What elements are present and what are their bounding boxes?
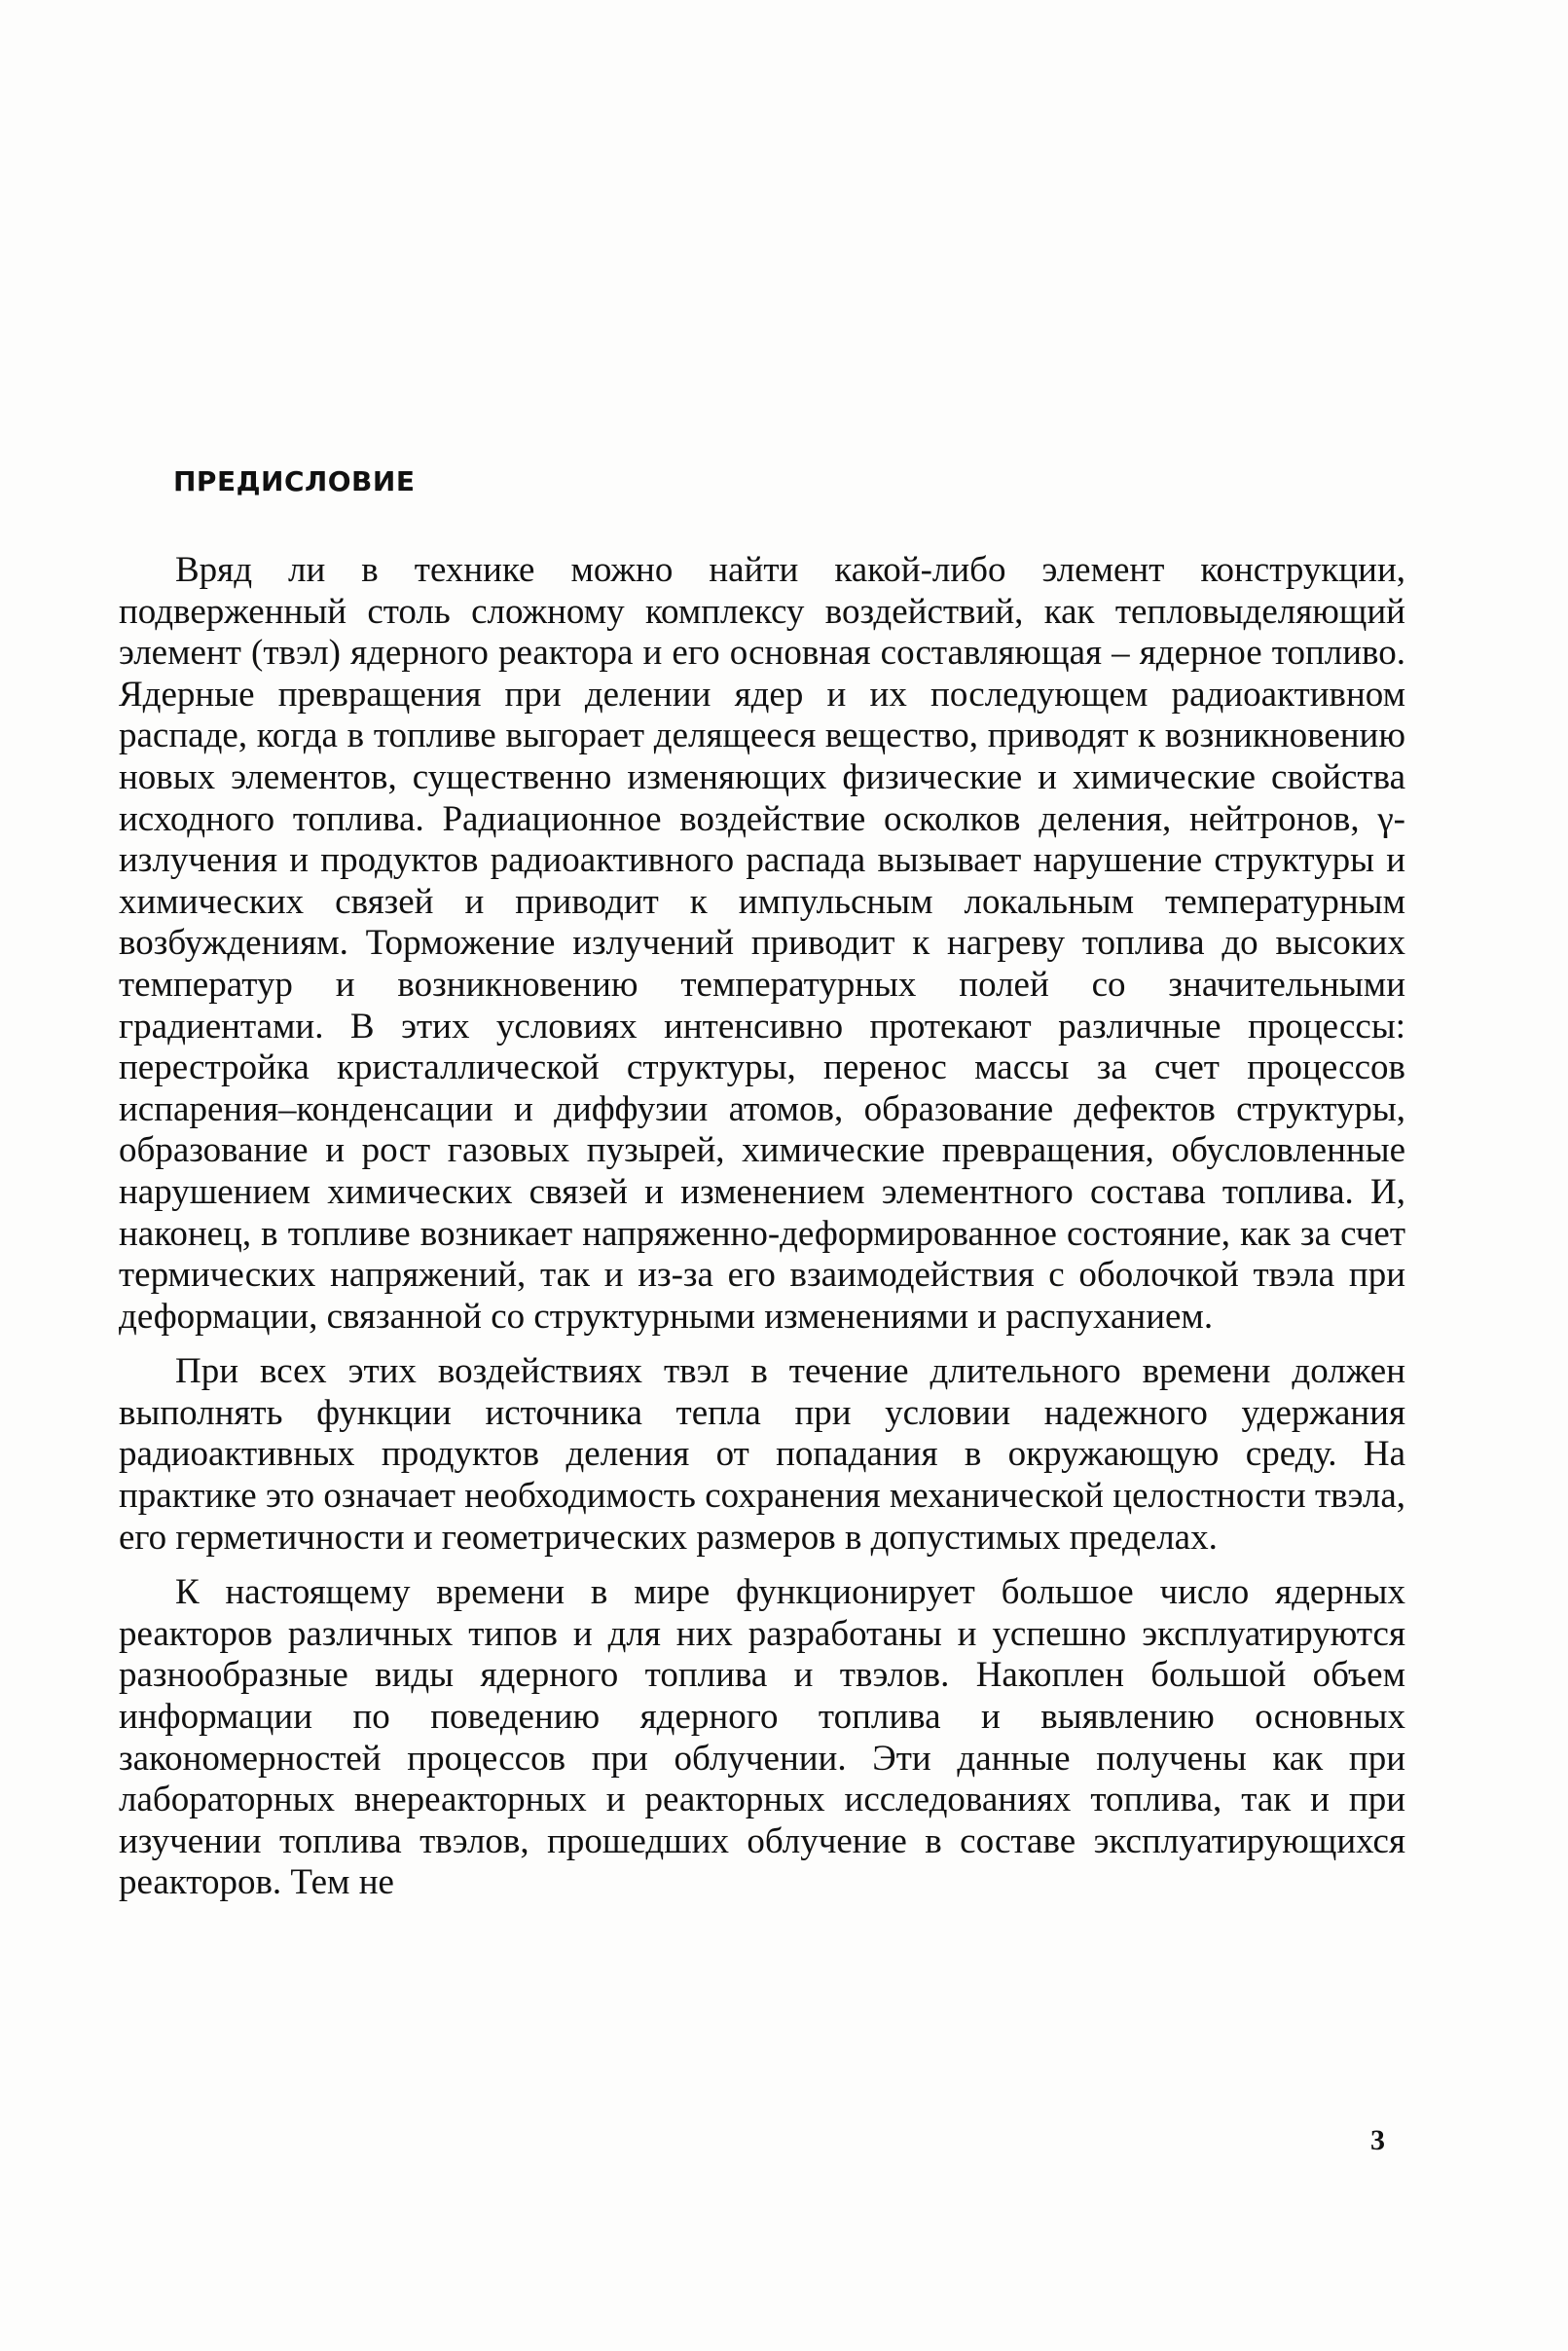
body-text [119, 550, 1405, 1918]
section-heading: ПРЕДИСЛОВИЕ [173, 465, 416, 497]
page-number: 3 [1370, 2124, 1385, 2156]
paragraph: При всех этих воздействиях твэл в течение длительного времени должен выполнять функции источника тепла при условии надежного удержания радиоактивных продуктов деления от попадания в окружающую среду. На практике это означает необходимость сохранения механической целостности твэла, его герметичности и геометрических размеров в допустимых пределах. [119, 1351, 1405, 1558]
paragraph: Вряд ли в технике можно найти какой-либо элемент конструкции, подверженный столь сложному комплексу воздействий, как тепловыделяющий элемент (твэл) ядерного реактора и его основная составляющая – ядерное топливо. Ядерные превращения при делении ядер и их последующем радиоактивном распаде, когда в топливе выгорает делящееся вещество, приводят к возникновению новых элементов, существенно изменяющих физические и химические свойства исходного топлива. Радиационное воздействие осколков деления, нейтронов, γ-излучения и продуктов радиоактивного распада вызывает нарушение структуры и химических связей и приводит к импульсным локальным температурным возбуждениям. Торможение излучений приводит к нагреву топлива до высоких температур и возникновению температурных полей со значительными градиентами. В этих условиях интенсивно протекают различные процессы: перестройка кристаллической структуры, перенос массы за счет процессов испарения–конденсации и диффузии атомов, образование дефектов структуры, образование и рост газовых пузырей, химические превращения, обусловленные нарушением химических связей и изменением элементного состава топлива. И, наконец, в топливе возникает напряженно-деформированное состояние, как за счет термических напряжений, так и из-за его взаимодействия с оболочкой твэла при деформации, связанной со структурными изменениями и распуханием. [119, 550, 1405, 1337]
paragraph: К настоящему времени в мире функционирует большое число ядерных реакторов различных типов и для них разработаны и успешно эксплуатируются разнообразные виды ядерного топлива и твэлов. Накоплен большой объем информации по поведению ядерного топлива и выявлению основных закономерностей процессов при облучении. Эти данные получены как при лабораторных внереакторных и реакторных исследованиях топлива, так и при изучении топлива твэлов, прошедших облучение в составе эксплуатирующихся реакторов. Тем не [119, 1572, 1405, 1903]
